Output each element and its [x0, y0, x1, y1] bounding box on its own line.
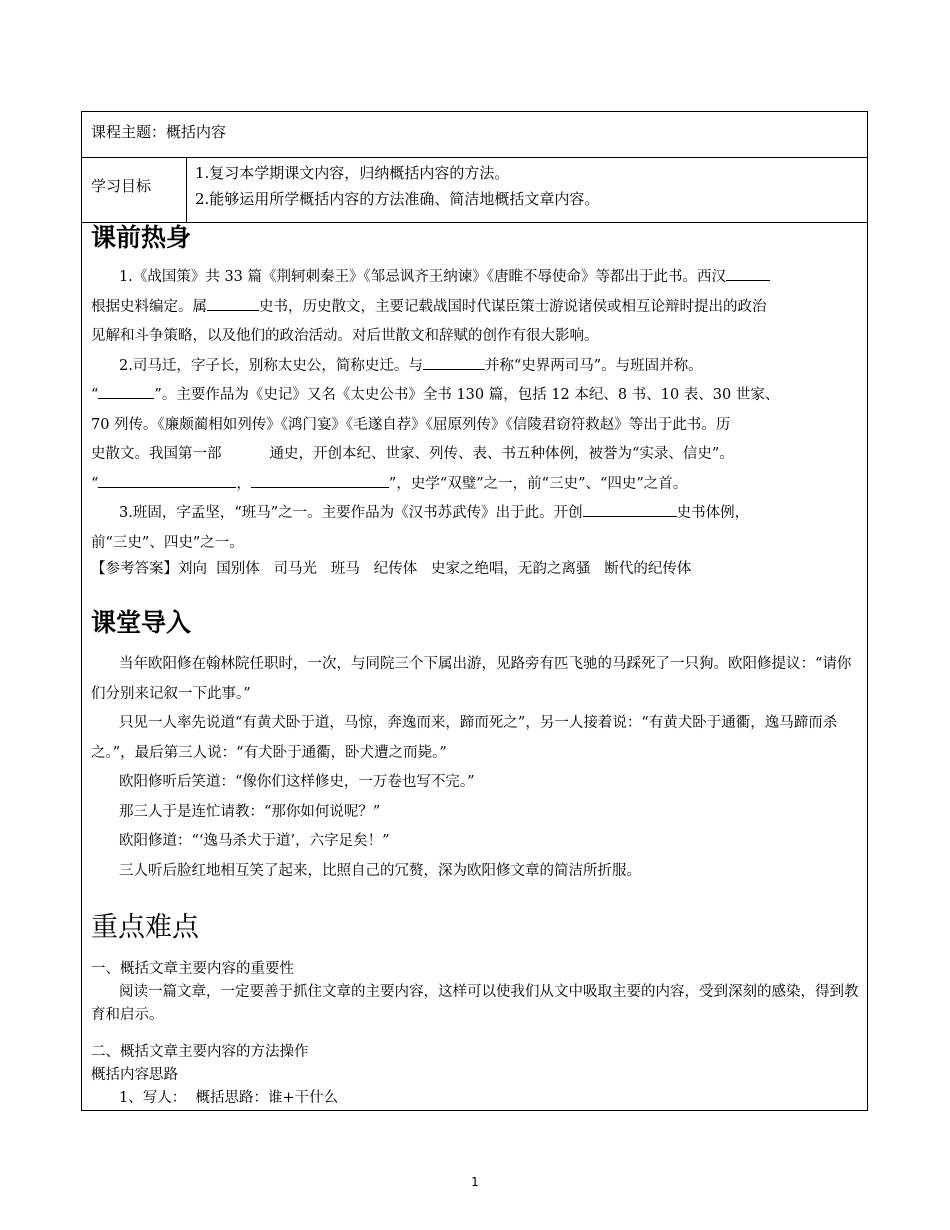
fill-blank[interactable]: [726, 266, 770, 281]
goals-list: [195, 160, 599, 212]
main-content: 课前热身 1.《战国策》共 33 篇《荆轲刺秦王》《邹忌讽齐王纳谏》《唐睢不辱使命》等都出于此书。西汉 根据史料编定。属 史书，历史散文，主要记载战国时代谋臣策士游说诸侯或相互论辩时提出的政治 见解和斗争策略，以及他们的政治活动。对后世散文和辞赋的创作有很大影响。 2.司马迁，字子长，别称太史公，简称史迁。与 并称“史界两司马”。与班固并称。 “ ”。主要作品为《史记》又名《太史公书》全书 130 篇，包括 12 本纪、8 书、10 表、30 世家、 70 列传。《廉颇蔺相如列传》《鸿门宴》《毛遂自荐》《屈原列传》《信陵君窃符救赵》等出于此书。历 史散文。我国第一部 通史，开创本纪、世家、列传、表、书五种体例，被誉为“实录、信史”。 “ ， ”，史学“双璧”之一，前“三史”、“四史”之首。 3.班固，字孟坚，“班马”之一。主要作品为《汉书苏武传》出于此。开创 史书体例， 前“三史”、四史”之一。 【参考答案】刘向 国别体 司马光 班马 纪传体 史家之绝唱，无韵之离骚 断代的纪传体 课堂导入 当年欧阳修在翰林院任职时，一次，与同院三个下属出游，见路旁有匹飞驰的马踩死了一只狗。欧阳修提议：“请你们分别来记叙一下此事。” 只见一人率先说道“有黄犬卧于道，马惊，奔逸而来，蹄而死之”，另一人接着说：“有黄犬卧于通衢，逸马蹄而杀之。”，最后第三人说：“有犬卧于通衢，卧犬遭之而毙。” 欧阳修听后笑道：“像你们这样修史，一万卷也写不完。” 那三人于是连忙请教：“那你如何说呢？” 欧阳修道：“‘逸马杀犬于道’，六字足矣！” 三人听后脸红地相互笑了起来，比照自己的冗赘，深为欧阳修文章的简洁所折服。 重点难点 一、概括文章主要内容的重要性 阅读一篇文章，一定要善于抓住文章的主要内容，这样可以使我们从文中吸取主要的内容，受到深刻的感染，得到教育和启示。 二、概括文章主要内容的方法操作 概括内容思路 1、写人： 概括思路：谁+干什么: [91, 223, 859, 1110]
fill-blank[interactable]: [423, 355, 485, 370]
section-item: 1、写人： 概括思路：谁+干什么: [119, 1090, 339, 1106]
fill-blank[interactable]: [207, 296, 259, 311]
topic-row: [82, 112, 867, 158]
warmup-heading: 课前热身: [91, 223, 192, 252]
intro-heading: 课堂导入: [91, 608, 192, 637]
lesson-table: [81, 111, 868, 1111]
course-topic: 课程主题：概括内容: [91, 123, 227, 141]
goals-row: [82, 158, 867, 223]
goals-label: 学习目标: [82, 158, 187, 222]
intro-paragraph: 当年欧阳修在翰林院任职时，一次，与同院三个下属出游，见路旁有匹飞驰的马踩死了一只狗。欧阳修提议：“请你们分别来记叙一下此事。”: [91, 656, 852, 702]
section-title: 二、概括文章主要内容的方法操作: [91, 1044, 309, 1060]
section-text: 阅读一篇文章，一定要善于抓住文章的主要内容，这样可以使我们从文中吸取主要的内容，受到深刻的感染，得到教育和启示。: [91, 984, 859, 1023]
fill-blank[interactable]: [98, 384, 154, 399]
page-number: 1: [471, 1175, 479, 1189]
warmup-q3: 3.班固，字孟坚，“班马”之一。主要作品为《汉书苏武传》出于此。开创 史书体例，: [91, 499, 859, 529]
reference-answer: 【参考答案】刘向 国别体 司马光 班马 纪传体 史家之绝唱，无韵之离骚 断代的纪传体: [91, 561, 692, 577]
fill-blank[interactable]: [98, 473, 236, 488]
fill-blank[interactable]: [583, 502, 677, 517]
key-points-heading: 重点难点: [91, 912, 199, 943]
intro-paragraph: 那三人于是连忙请教：“那你如何说呢？”: [119, 803, 381, 820]
warmup-q1: 1.《战国策》共 33 篇《荆轲刺秦王》《邹忌讽齐王纳谏》《唐睢不辱使命》等都出于此书。西汉: [91, 263, 859, 293]
intro-paragraph: 只见一人率先说道“有黄犬卧于道，马惊，奔逸而来，蹄而死之”，另一人接着说：“有黄犬卧于通衢，逸马蹄而杀之。”，最后第三人说：“有犬卧于通衢，卧犬遭之而毙。”: [91, 715, 838, 761]
section-title: 一、概括文章主要内容的重要性: [91, 961, 294, 977]
intro-paragraph: 欧阳修听后笑道：“像你们这样修史，一万卷也写不完。”: [119, 774, 475, 790]
goal-item: 1.复习本学期课文内容，归纳概括内容的方法。: [195, 164, 510, 182]
intro-paragraph: 三人听后脸红地相互笑了起来，比照自己的冗赘，深为欧阳修文章的简洁所折服。: [119, 862, 641, 879]
section-subtitle: 概括内容思路: [91, 1067, 178, 1083]
intro-paragraph: 欧阳修道：“‘逸马杀犬于道’，六字足矣！”: [119, 833, 390, 849]
warmup-q2: 2.司马迁，字子长，别称太史公，简称史迁。与 并称“史界两司马”。与班固并称。: [91, 352, 859, 382]
goal-item: 2.能够运用所学概括内容的方法准确、简洁地概括文章内容。: [195, 190, 600, 208]
fill-blank[interactable]: [251, 473, 389, 488]
